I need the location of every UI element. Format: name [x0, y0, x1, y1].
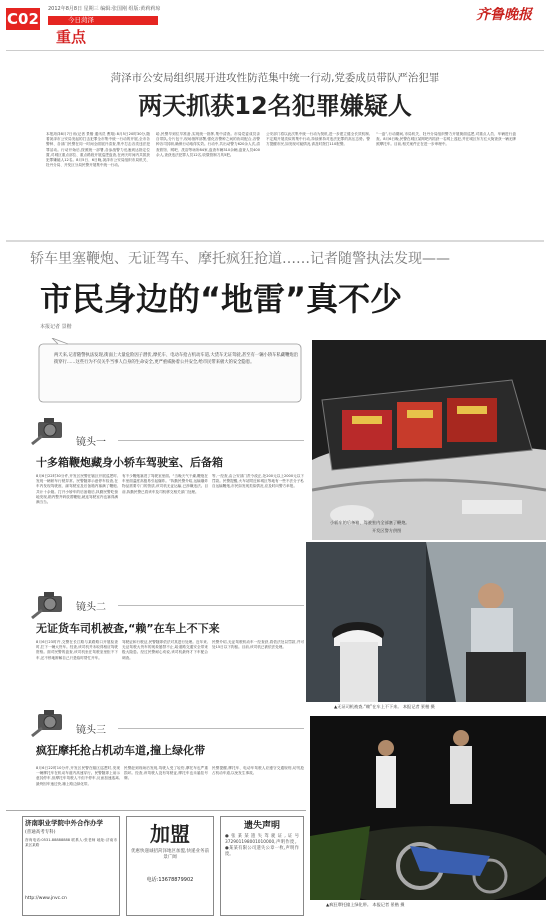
photo1-credit: 开发区警方供图 [372, 528, 402, 533]
case2-col1: 8月6日23时许,交警在长江路与某路路口开展检查时,拦下一辆大货车。经查,该司机并未取得相应驾驶资格。面对民警的盘查,该司机坐在驾驶室里拒不下车,还不停地辩解自己只是临时帮忙开车。 [36, 640, 118, 660]
join-ad-phone: 电话:13678879902 [146, 877, 194, 883]
lost-notice-title: 遗失声明 [243, 821, 280, 831]
story2-byline: 本报记者 景楷 [40, 324, 72, 330]
story1-col3: 公安部门将以此次集中统一行动为契机,进一步建立健全长效机制,不定期开展类似的集中行动,持续保持对违法犯罪的高压态势。警方提醒市民,如发现可疑情况,请及时拨打110报警。 [266, 132, 370, 147]
photo-motorcycle-crash [310, 716, 546, 900]
camera-icon [28, 706, 72, 738]
school-ad-link: http://www.jnvc.cn [25, 896, 67, 901]
paper-name: 齐鲁晚报 [476, 7, 532, 23]
photo2-caption: ▲无证司机被查,“赖”在车上不下来。 本报记者 景楷 摄 [334, 704, 435, 709]
school-ad-title: 济南职业学院中外合作办学 [25, 819, 103, 827]
case1-col3: 等,一经查,由公安部门责令改正,处200元以上2000元以下罚款。民警提醒,火车站附近和城区等地有一些不法分子私自运输鞭炮,市民如发现类似情况,应及时向警方举报。 [212, 474, 304, 489]
story1-title: 两天抓获12名犯罪嫌疑人 [138, 92, 412, 120]
case2-col2: 驾驶证和行驶证,民警随即依法对其进行处理。近年来,无证驾驶大货车的现象屡禁不止,给道路交通安全带来极大隐患。经过民警耐心劝说,该司机最终才下车配合调查。 [122, 640, 208, 660]
school-ad-sub: (普通高考专科) [25, 830, 56, 835]
photo-fireworks-car [312, 340, 546, 540]
story2-title: 市民身边的“地雷”真不少 [40, 280, 403, 318]
case2-mirror: 镜头二 [76, 602, 106, 613]
case1-mirror: 镜头一 [76, 437, 106, 448]
case3-title: 疯狂摩托抢占机动车道,撞上绿化带 [36, 744, 206, 757]
case3-col2: 民警赶到现场后发现,驾驶人受了轻伤,摩托车也严重损坏。经查,该驾驶人没有驾驶证,摩托车也未悬挂号牌。 [124, 766, 208, 781]
story2-intro: 两天来,记者随警执法发现,街面上大量危险因子潜伏,摩托车、电动车抢占机动车道,大货车无证驾驶,甚至有一辆小轿车私藏鞭炮沿街穿行……这些行为不仅关乎当事人自身的生命安全,更严重威胁着公共安全,给市民带来极大的安全隐患。 [54, 353, 298, 366]
join-ad-body: 优惠快递诚招菏泽地区加盟,快递业务前景广阔 [131, 849, 209, 860]
case3-col3: 民警提醒,摩托车、电动车驾驶人应遵守交通规则,切勿抢占机动车道,以免发生事故。 [212, 766, 304, 776]
truck-check-image [306, 542, 546, 702]
case3-col1: 8月6日22时10分许,开发区民警在辖区巡逻时,发现一辆摩托车在机动车道内高速穿行。民警随即上前示意其停车,但摩托车驾驶人不但不停车,反而加速逃离,最终因车速过快,撞上路边绿化带。 [36, 766, 120, 786]
camera-icon [28, 588, 72, 620]
school-ad-body: 咨询电话:0531-88888888 联系人:张老师 地址:济南市某区某路 [25, 838, 117, 848]
photo-truck-check [306, 542, 546, 702]
case3-mirror: 镜头三 [76, 725, 106, 736]
join-ad-title: 加盟 [150, 822, 190, 846]
school-ad [22, 816, 120, 916]
fireworks-car-image [312, 340, 546, 540]
section-title: 重点 [56, 28, 87, 46]
header-rule [6, 50, 544, 51]
case2-col3: 民警介绍,无证驾驶机动车一经查获,将依法处以罚款,并可处15日以下拘留。目前,该司机已被依法处理。 [212, 640, 304, 650]
story1-col1: 本报菏泽8月7日讯(记者 景楷 通讯员 曹翔) 8月5日20时30分,随着菏泽市公安局发起的打击犯罪全市集中统一行动的开展,全市各警种、各部门民警在同一时间全面展开清查,集中打击各类违法犯罪活动。行动开始后,按照统一部署,各参战警力迅速到达指定位置,对城区重点部位、重点路段开展巡逻盘查,在两天时间内共抓获犯罪嫌疑人12名。8月5日、6日晚,菏泽市公安局组织市局机关、牡丹分局、开发区分局民警开展集中统一行动。 [46, 132, 150, 168]
case2-title: 无证货车司机被查,“赖”在车上不下来 [36, 622, 220, 635]
case1-col1: 8月6日22时30分许,开发区民警在辖区开展巡逻时,发现一辆轿车行驶异常。民警随即示意停车检查,在车内发现驾驶座、副驾驶室及后备箱内塞满了鞭炮,共计十余箱。打开小轿车的后备箱后,执勤民警吃惊地发现,箱内整齐码放着鞭炮,就连驾驶室内也塞得满满当当。 [36, 474, 118, 505]
section-divider [6, 240, 544, 242]
case1-title: 十多箱鞭炮藏身小轿车驾驶室、后备箱 [36, 456, 223, 469]
date-line: 2012年8月8日 星期三 编辑:张国刚 组版:黄莉莉琼 [48, 6, 161, 12]
motorcycle-crash-image [310, 716, 546, 900]
camera-icon [28, 414, 72, 446]
column-bar: 今日菏泽 [48, 16, 158, 25]
join-ad [126, 816, 214, 916]
lost-notice-body: ●张某某遗失驾驶证,证号372901198001010000,声明作废。●某某有限公司遗失公章一枚,声明作废。 [225, 834, 299, 857]
story2-subtitle: 轿车里塞鞭炮、无证驾车、摩托疯狂抢道……记者随警执法发现—— [30, 251, 450, 267]
case3-rule [118, 728, 304, 729]
case1-rule [118, 440, 304, 441]
case1-col2: 有不少鞭炮塞进了驾驶室里面。“当晚天气干燥,鞭炮在车里面温度高极易引起爆炸。”执勤民警介绍,运输爆炸物品需要专门的资质,该司机无证运输,已涉嫌违法。目前,执勤民警已将该车及司机移交相关部门处理。 [122, 474, 208, 494]
photo1-caption: 小轿车的后备箱、驾驶室内全部塞了鞭炮。 [330, 520, 410, 525]
lost-notice [220, 816, 304, 916]
story1-subtitle: 菏泽市公安局组织展开进攻性防范集中统一行动,党委成员带队严治犯罪 [110, 72, 440, 84]
page-code: C02 [7, 10, 39, 28]
ads-rule [6, 810, 306, 811]
story1-col4: “一盘”,行动期间,市局机关、牡丹分局组织警力开展街面巡逻,对重点人员、车辆进行盘查。8月6日晚,民警在城区某网吧内抓获一名网上逃犯,并在城区东方红大街查获一辆无牌照摩托车。目前,相关案件正在进一步审理中。 [376, 132, 516, 147]
case2-rule [118, 605, 304, 606]
story1-col2: 给,民警早到位早准备,实现统一指挥,集中清查。市局党委成员亲自带队,分片包干,现场指挥部署,强化各警种之间的协同配合,各警种各司其职,确保行动取得实效。行动中,共出动警力620余人次,清查旅馆、网吧、洗浴等场所84家,盘查车辆310余辆,盘查人员400余人,查获违法犯罪人员12名,收缴管制刀具5把。 [156, 132, 260, 157]
photo3-caption: ▲疯狂摩托撞上绿化带。 本报记者 景楷 摄 [326, 902, 405, 907]
